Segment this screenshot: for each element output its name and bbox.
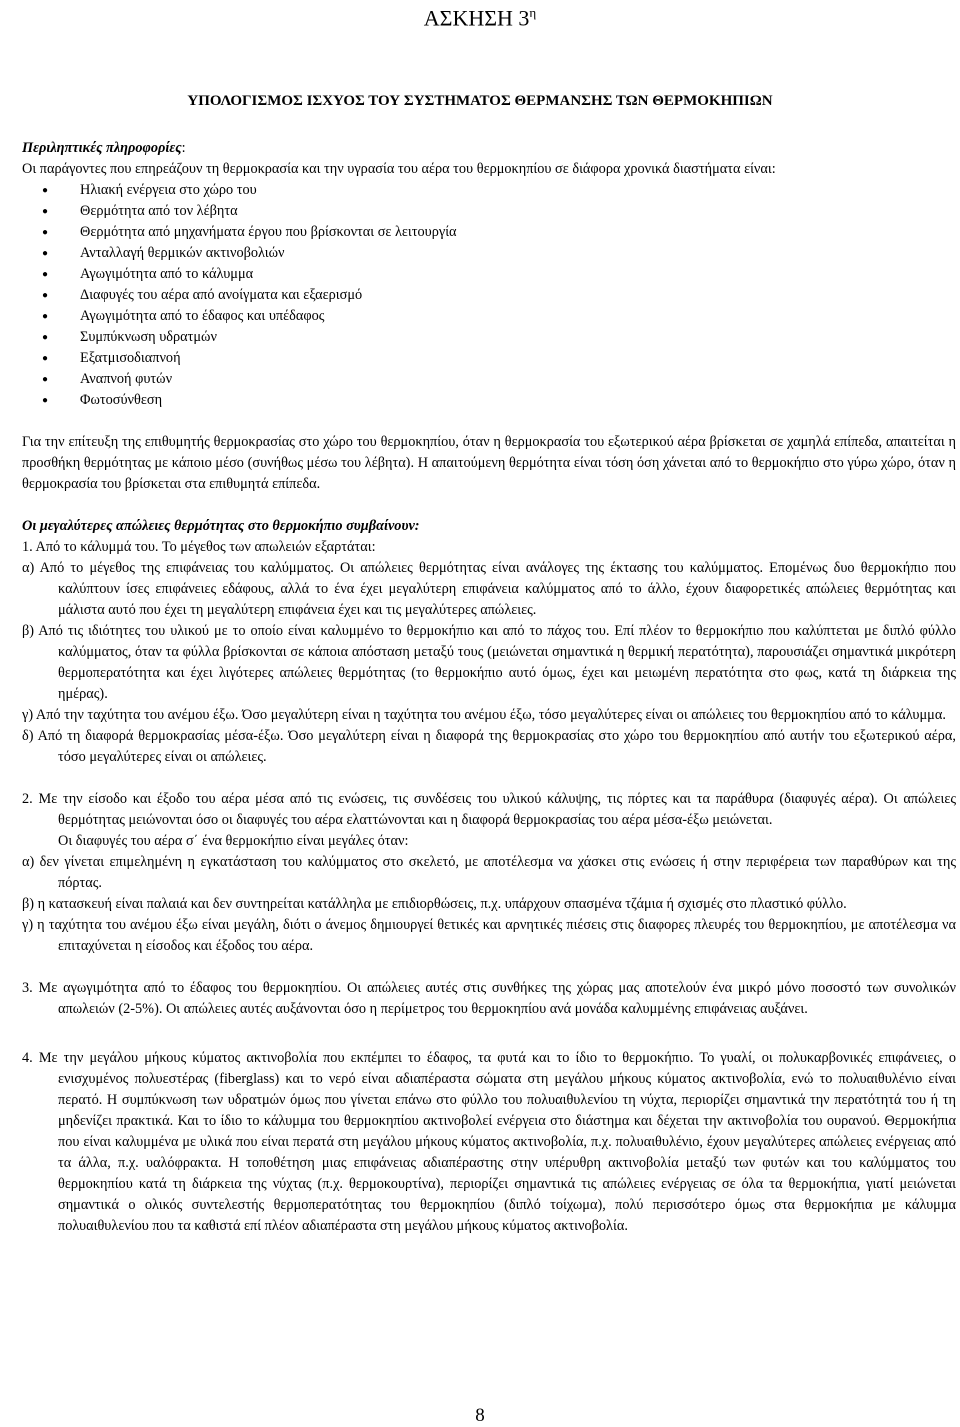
factor-list: [22, 180, 956, 411]
summary-heading: Περιληπτικές πληροφορίες: [22, 140, 182, 156]
exercise-title-text: ΑΣΚΗΣΗ 3: [423, 5, 530, 31]
page-number: 8: [475, 1405, 485, 1426]
factor-item: ● Ηλιακή ενέργεια στο χώρο του: [22, 180, 956, 201]
factor-item: ● Θερμότητα από τον λέβητα: [22, 201, 956, 222]
losses-heading: Οι μεγαλύτερες απώλειες θερμότητας στο θερμοκήπιο συμβαίνουν:: [22, 518, 420, 534]
document-body: [22, 138, 956, 1237]
section-1-item-c: γ) Από την ταχύτητα του ανέμου έξω. Όσο μεγαλύτερη είναι η ταχύτητα του ανέμου έξω, τόσο μεγαλύτερες είναι οι απώλειες του θερμοκηπίου από το κάλυμμα.: [22, 707, 946, 723]
factor-item: ● Συμπύκνωση υδρατμών: [22, 327, 956, 348]
factor-item: ● Εξατμισοδιαπνοή: [22, 348, 956, 369]
section-1-title: 1. Από το κάλυμμά του. Το μέγεθος των απωλειών εξαρτάται:: [22, 539, 376, 555]
section-3: 3. Με αγωγιμότητα από το έδαφος του θερμοκηπίου. Οι απώλειες αυτές στις συνθήκες της χώρας μας αποτελούν ένα μικρό μόνο ποσοστό των συνολικών απωλειών (2-5%). Οι απώλειες αυτές αυξάνονται όσο η περίμετρος του θερμοκηπίου ανά μονάδα καλυμμένης επιφάνειας αυξάνει.: [22, 980, 956, 1017]
summary-heading-colon: :: [181, 140, 186, 156]
factor-item: ● Διαφυγές του αέρα από ανοίγματα και εξαερισμό: [22, 285, 956, 306]
main-title: ΥΠΟΛΟΓΙΣΜΟΣ ΙΣΧΥΟΣ ΤΟΥ ΣΥΣΤΗΜΑΤΟΣ ΘΕΡΜΑΝΣΗΣ ΤΩΝ ΘΕΡΜΟΚΗΠΙΩΝ: [187, 93, 773, 109]
factor-item: ● Αγωγιμότητα από το έδαφος και υπέδαφος: [22, 306, 956, 327]
section-2-item-c: γ) η ταχύτητα του ανέμου έξω είναι μεγάλη, διότι ο άνεμος δημιουργεί θετικές και αρνητικές πιέσεις στις διαφορες πλευρές του θερμοκηπίου, με αποτέλεσμα να επιταχύνεται η είσοδος και έξοδος του αέρα.: [22, 917, 956, 954]
section-2-item-a: α) δεν γίνεται επιμελημένη η εγκατάσταση του καλύμματος στο σκελετό, με αποτέλεσμα να χάσκει στις ενώσεις ή στην περιφέρεια των παραθύρων και της πόρτας.: [22, 854, 956, 891]
section-4: 4. Με την μεγάλου μήκους κύματος ακτινοβολία που εκπέμπει το έδαφος, τα φυτά και το ίδιο το θερμοκήπιο. Το γυαλί, οι πολυκαρβονικές επιφάνειες, ο ενισχυμένος πολυεστέρας (fiberglass) και το νερό είναι αδιαπέραστα σώματα στη μεγάλου μήκους κύματος ακτινοβολία, ενώ το πολυαιθυλένιο είναι περατό. Η συμπύκνωση των υδρατμών όμως που γίνεται επάνω στο φύλλο του πολυαιθυλενίου τη νύχτα, περιορίζει σημαντικά την περατότητά του ή τη μηδενίζει πρακτικά. Και το ίδιο το κάλυμμα του θερμοκηπίου ακτινοβολεί ενέργεια στο διάστημα και δέχεται την ακτινοβολία του ουρανού. Θερμοκήπια που είναι καλυμμένα με υλικά που είναι περατά στη μεγάλου μήκους κύματος ακτινοβολία, π.χ. πολυαιθυλένιο, έχουν μεγαλύτερες απώλειες ενέργειας από τα άλλα, π.χ. υαλόφρακτα. Η τοποθέτηση μιας επιφάνειας αδιαπέραστης στην υπέρυθρη ακτινοβολία μεταξύ των φυτών και του καλύμματος του θερμοκηπίου κατά τη διάρκεια της νύχτας (π.χ. θερμοκουρτίνα), περιορίζει σημαντικά τις απώλειες ενέργειας σε όλα τα θερμοκήπια, γιατί μειώνεται σημαντικά ο ολικός συντελεστής θερμοπερατότητας του θερμοκηπίου (διπλό τοίχωμα), πολύ περισσότερο όμως στα θερμοκήπια με κάλυμμα πολυαιθυλενίου που τα καθιστά επί πλέον αδιαπέραστα στη μεγάλου μήκους κύματος ακτινοβολία.: [22, 1050, 956, 1234]
section-1-item-a: α) Από το μέγεθος της επιφάνειας του καλύμματος. Οι απώλειες θερμότητας είναι ανάλογες της έκτασης του καλύμματος. Επομένως δυο θερμοκήπιο που καλύπτουν ίσες επιφάνειες εδάφους, αλλά το ένα έχει μεγαλύτερη επιφάνεια καλύμματος από το άλλο, έχουν διαφορετικές απώλειες θερμότητας και μάλιστα αυτό που έχει τη μεγαλύτερη επιφάνεια έχει και τις μεγαλύτερες απώλειες.: [22, 560, 956, 618]
section-1-item-b: β) Από τις ιδιότητες του υλικού με το οποίο είναι καλυμμένο το θερμοκήπιο και από το πάχος του. Επί πλέον το θερμοκήπιο που καλύπτεται με διπλό φύλλο καλύμματος, όταν τα φύλλα βρίσκονται σε κάποια απόσταση μεταξύ τους (μειώνεται σημαντικά η θερμική περατότητα), παρουσιάζει σημαντικά μικρότερη θερμοπερατότητα και έχει λιγότερες απώλειες θερμότητας (το θερμοκήπιο αυτό όμως, έχει και μειωμένη περατότητα στο φως, κατά τη διάρκεια της ημέρας).: [22, 623, 956, 702]
exercise-title: [0, 0, 960, 31]
factor-item: ● Αγωγιμότητα από το κάλυμμα: [22, 264, 956, 285]
section-2-item-b: β) η κατασκευή είναι παλαιά και δεν συντηρείται κατάλληλα με επιδιορθώσεις, π.χ. υπάρχουν σπασμένα τζάμια ή σχισμές στο πλαστικό φύλλο.: [22, 896, 847, 912]
factor-item: ● Φωτοσύνθεση: [22, 390, 956, 411]
exercise-title-superscript: η: [529, 5, 537, 20]
factor-item: ● Αναπνοή φυτών: [22, 369, 956, 390]
section-2-title: 2. Με την είσοδο και έξοδο του αέρα μέσα από τις ενώσεις, τις συνδέσεις του υλικού κάλυψης, τις πόρτες και τα παράθυρα (διαφυγές αέρα). Οι απώλειες θερμότητας μειώνονται όσο οι διαφυγές του αέρα ελαττώνονται και η διαφορά θερμοκρασίας του αέρα μέσα-έξω μειώνεται.: [22, 791, 956, 828]
summary-heading-line: [22, 138, 956, 159]
section-2-intro: Οι διαφυγές του αέρα σ΄ ένα θερμοκήπιο είναι μεγάλες όταν:: [58, 833, 409, 849]
factor-item: ● Ανταλλαγή θερμικών ακτινοβολιών: [22, 243, 956, 264]
summary-paragraph: Για την επίτευξη της επιθυμητής θερμοκρασίας στο χώρο του θερμοκηπίου, όταν η θερμοκρασία του εξωτερικού αέρα βρίσκεται σε χαμηλά επίπεδα, απαιτείται η προσθήκη θερμότητας με κάποιο μέσο (συνήθως μέσω του λέβητα). Η απαιτούμενη θερμότητα είναι τόση όση χάνεται από το θερμοκήπιο στο γύρω χώρο, όταν η θερμοκρασία του βρίσκεται στα επιθυμητά επίπεδα.: [22, 434, 956, 492]
factor-item: ● Θερμότητα από μηχανήματα έργου που βρίσκονται σε λειτουργία: [22, 222, 956, 243]
section-1-item-d: δ) Από τη διαφορά θερμοκρασίας μέσα-έξω. Όσο μεγαλύτερη είναι η διαφορά της θερμοκρασίας στο χώρο του θερμοκηπίου από αυτήν του εξωτερικού αέρα, τόσο μεγαλύτερες είναι οι απώλειες.: [22, 728, 956, 765]
summary-intro: Οι παράγοντες που επηρεάζουν τη θερμοκρασία και την υγρασία του αέρα του θερμοκηπίου σε διάφορα χρονικά διαστήματα είναι:: [22, 161, 776, 177]
